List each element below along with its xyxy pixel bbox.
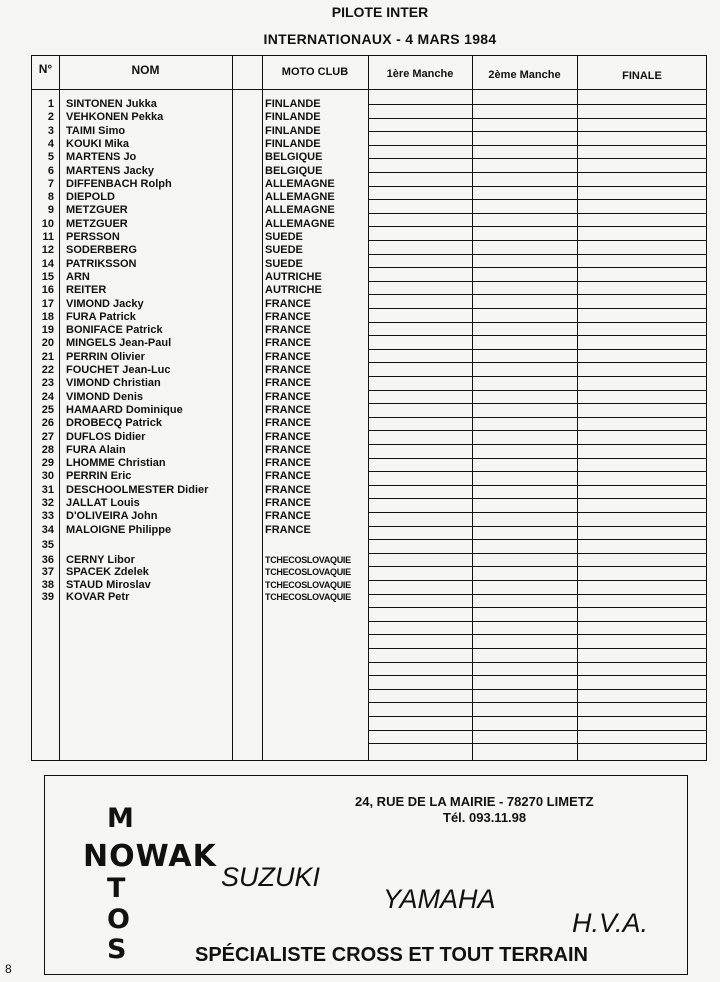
entrant-name: D'OLIVEIRA John: [66, 510, 158, 523]
entrant-number: 32: [41, 497, 54, 509]
score-line: [368, 743, 707, 744]
score-line: [368, 254, 707, 255]
entrant-club: BELGIQUE: [265, 151, 323, 164]
entrant-number: 39: [41, 590, 54, 603]
entrant-name: DIEPOLD: [66, 191, 115, 204]
score-line: [368, 199, 707, 200]
entrant-number: 29: [41, 457, 54, 470]
entrant-number: 37: [41, 566, 54, 579]
score-line: [368, 308, 707, 309]
entrant-club: AUTRICHE: [265, 270, 322, 283]
entrant-name: DROBECQ Patrick: [66, 417, 162, 430]
entrant-number: 7: [47, 177, 54, 190]
entrant-number: 35: [41, 538, 54, 551]
score-line: [368, 526, 707, 527]
score-line: [368, 430, 707, 431]
entrant-number: 4: [47, 137, 54, 150]
entrant-name: REITER: [66, 284, 107, 297]
score-line: [368, 322, 707, 323]
entrant-club: FINLANDE: [265, 137, 321, 150]
entrant-club: FRANCE: [265, 297, 311, 310]
entrant-number: 31: [41, 483, 54, 496]
entrant-name: SINTONEN Jukka: [66, 98, 157, 110]
entrant-number: 18: [41, 310, 54, 323]
score-line: [368, 240, 707, 241]
entrant-number: 26: [41, 417, 54, 430]
score-line: [368, 158, 707, 159]
entrant-number: 15: [41, 270, 54, 283]
entrant-number: 28: [41, 443, 54, 456]
entrant-name: METZGUER: [66, 217, 128, 230]
column-divider: [368, 56, 369, 760]
entrant-name: VEHKONEN Pekka: [66, 111, 164, 124]
entrant-name: LHOMME Christian: [66, 457, 166, 470]
entrant-number: 20: [41, 337, 54, 350]
entrant-club: FRANCE: [265, 497, 311, 509]
entrant-club: TCHECOSLOVAQUIE: [265, 591, 351, 602]
score-line: [368, 702, 707, 703]
entry-table: [31, 55, 707, 761]
entrant-club: AUTRICHE: [265, 284, 322, 297]
column-divider: [577, 56, 578, 760]
entrant-club: SUEDE: [265, 257, 303, 270]
score-line: [368, 444, 707, 445]
entrant-name: PERRIN Olivier: [66, 350, 145, 363]
score-line: [368, 362, 707, 363]
entrant-club: FINLANDE: [265, 111, 321, 124]
entrant-number: 8: [47, 191, 54, 204]
make-suzuki: SUZUKI: [221, 862, 321, 892]
entrant-club: SUEDE: [265, 244, 303, 257]
entrant-number: 9: [47, 204, 54, 217]
col-header-race-2: 2ème Manche: [488, 69, 561, 81]
col-header-number: N°: [38, 62, 53, 76]
entrant-club: TCHECOSLOVAQUIE: [265, 579, 351, 590]
score-line: [368, 390, 707, 391]
entrant-name: PERRIN Eric: [66, 470, 132, 483]
score-line: [368, 186, 707, 187]
entrant-club: FINLANDE: [265, 124, 321, 137]
brand-logo: NOWAK: [83, 839, 217, 874]
entrant-name: PATRIKSSON: [66, 257, 137, 270]
entrant-club: FRANCE: [265, 523, 311, 536]
score-line: [368, 403, 707, 404]
entrant-number: 38: [41, 578, 54, 591]
entrant-club: TCHECOSLOVAQUIE: [265, 567, 351, 578]
score-line: [368, 580, 707, 581]
score-line: [368, 485, 707, 486]
logo-letter-t: T: [107, 873, 126, 904]
page-number: 8: [5, 962, 12, 976]
column-divider: [262, 56, 263, 760]
score-line: [368, 267, 707, 268]
column-divider: [232, 56, 233, 760]
entrant-club: FRANCE: [265, 470, 311, 483]
entrant-name: DESCHOOLMESTER Didier: [66, 483, 209, 496]
entrant-name: DUFLOS Didier: [66, 430, 146, 443]
score-line: [368, 648, 707, 649]
score-line: [368, 226, 707, 227]
entrant-number: 17: [41, 297, 54, 310]
entrant-number: 19: [41, 324, 54, 337]
score-line: [368, 553, 707, 554]
entrant-name: BONIFACE Patrick: [66, 324, 163, 337]
column-divider: [59, 56, 60, 760]
score-line: [368, 131, 707, 132]
entrant-club: ALLEMAGNE: [265, 204, 335, 217]
col-header-name: NOM: [131, 63, 160, 77]
entrant-number: 3: [47, 124, 54, 137]
entrant-name: KOVAR Petr: [66, 590, 130, 603]
entrant-number: 5: [47, 151, 54, 164]
entrant-number: 10: [41, 217, 54, 230]
entrant-club: TCHECOSLOVAQUIE: [265, 555, 351, 566]
entrant-club: ALLEMAGNE: [265, 217, 335, 230]
entrant-name: FURA Patrick: [66, 310, 136, 323]
score-line: [368, 417, 707, 418]
score-line: [368, 172, 707, 173]
page-title: PILOTE INTER: [331, 4, 429, 20]
score-line: [368, 458, 707, 459]
header-rule: [32, 89, 706, 90]
entrant-club: BELGIQUE: [265, 164, 323, 177]
score-line: [368, 730, 707, 731]
score-line: [368, 566, 707, 567]
entrant-club: ALLEMAGNE: [265, 191, 335, 204]
entrant-club: ALLEMAGNE: [265, 177, 335, 190]
entrant-number: 30: [41, 470, 54, 483]
event-subtitle: INTERNATIONAUX - 4 MARS 1984: [263, 31, 497, 47]
entrant-name: STAUD Miroslav: [66, 578, 151, 591]
make-hva: H.V.A.: [572, 908, 649, 938]
score-line: [368, 118, 707, 119]
col-header-final: FINALE: [622, 70, 662, 82]
entrant-name: FURA Alain: [66, 443, 126, 456]
entrant-club: FRANCE: [265, 443, 311, 456]
entrant-number: 22: [41, 364, 54, 376]
entrant-club: FRANCE: [265, 324, 311, 337]
entrant-name: MALOIGNE Philippe: [66, 523, 172, 536]
score-line: [368, 335, 707, 336]
entrant-club: FRANCE: [265, 337, 311, 350]
entrant-number: 36: [41, 554, 54, 567]
score-line: [368, 539, 707, 540]
ad-address: 24, RUE DE LA MAIRIE - 78270 LIMETZ: [355, 794, 594, 809]
entrant-number: 16: [41, 284, 54, 297]
entrant-name: MARTENS Jo: [66, 151, 137, 164]
column-divider: [472, 56, 473, 760]
entrant-number: 11: [42, 231, 54, 243]
entrant-name: ARN: [66, 270, 90, 283]
entrant-number: 6: [47, 164, 54, 177]
score-line: [368, 689, 707, 690]
entrant-name: TAIMI Simo: [66, 124, 126, 137]
entrant-number: 23: [41, 377, 54, 390]
entrant-name: JALLAT Louis: [66, 497, 140, 509]
score-line: [368, 675, 707, 676]
entrant-club: FRANCE: [265, 403, 311, 416]
advertisement: [44, 775, 688, 975]
entrant-number: 1: [47, 98, 54, 110]
entrant-club: FRANCE: [265, 390, 311, 403]
score-line: [368, 376, 707, 377]
entrant-name: METZGUER: [66, 204, 128, 217]
entrant-name: MARTENS Jacky: [66, 164, 155, 177]
entrant-club: FINLANDE: [265, 98, 321, 110]
entrant-number: 33: [41, 510, 54, 523]
entrant-number: 14: [41, 257, 54, 270]
entrant-name: VIMOND Christian: [66, 377, 161, 390]
score-line: [368, 281, 707, 282]
score-line: [368, 349, 707, 350]
entrant-name: SODERBERG: [66, 244, 137, 257]
entrant-name: VIMOND Denis: [66, 390, 144, 403]
logo-letter-m: M: [107, 803, 134, 834]
score-line: [368, 594, 707, 595]
entrant-club: FRANCE: [265, 430, 311, 443]
entrant-name: SPACEK Zdelek: [66, 566, 149, 579]
score-line: [368, 716, 707, 717]
entrant-club: FRANCE: [265, 364, 311, 376]
entrant-club: FRANCE: [265, 377, 311, 390]
score-line: [368, 634, 707, 635]
score-line: [368, 213, 707, 214]
logo-letter-s: S: [107, 934, 127, 965]
entrant-club: FRANCE: [265, 310, 311, 323]
col-header-race-1: 1ère Manche: [386, 68, 454, 80]
entrant-name: FOUCHET Jean-Luc: [66, 364, 171, 376]
score-line: [368, 512, 707, 513]
ad-tagline: SPÉCIALISTE CROSS ET TOUT TERRAIN: [195, 944, 588, 966]
score-line: [368, 621, 707, 622]
score-line: [368, 145, 707, 146]
entrant-name: VIMOND Jacky: [66, 297, 144, 310]
entrant-number: 25: [41, 403, 54, 416]
make-yamaha: YAMAHA: [383, 884, 496, 914]
col-header-club: MOTO CLUB: [281, 66, 349, 78]
entrant-club: FRANCE: [265, 457, 311, 470]
score-line: [368, 662, 707, 663]
entrant-name: MINGELS Jean-Paul: [66, 337, 172, 350]
entrant-club: FRANCE: [265, 510, 311, 523]
entrant-number: 27: [41, 430, 54, 443]
score-line: [368, 471, 707, 472]
entrant-club: SUEDE: [265, 231, 303, 243]
entrant-number: 2: [47, 111, 54, 124]
score-line: [368, 294, 707, 295]
entrant-number: 12: [41, 244, 54, 257]
score-line: [368, 498, 707, 499]
score-line: [368, 104, 707, 105]
entrant-number: 21: [41, 350, 54, 363]
ad-phone: Tél. 093.11.98: [443, 810, 527, 825]
entrant-name: DIFFENBACH Rolph: [66, 177, 172, 190]
entrant-name: KOUKI Mika: [66, 137, 129, 150]
entrant-club: FRANCE: [265, 417, 311, 430]
entrant-number: 24: [41, 390, 54, 403]
logo-letter-o: O: [107, 904, 130, 935]
entrant-name: CERNY Libor: [66, 554, 135, 567]
entrant-name: HAMAARD Dominique: [66, 403, 183, 416]
entrant-club: FRANCE: [265, 350, 311, 363]
entrant-club: FRANCE: [265, 483, 311, 496]
entrant-number: 34: [41, 523, 54, 536]
score-line: [368, 607, 707, 608]
entrant-name: PERSSON: [66, 231, 120, 243]
